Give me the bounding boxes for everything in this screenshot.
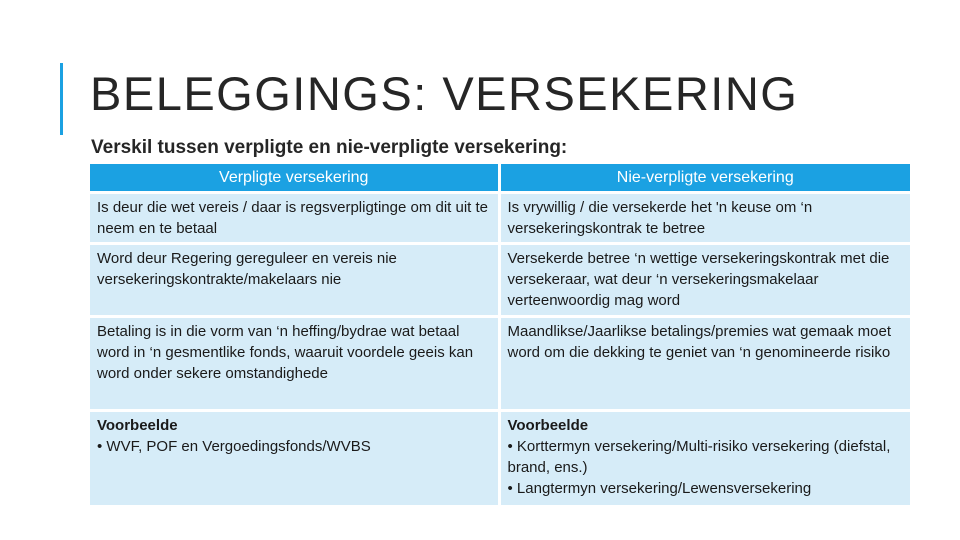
table-cell: Betaling is in die vorm van ‘n heffing/bydrae wat betaal word in ‘n gesmentlike fonds, waaruit voordele geeis kan word onder sekere omstandighede bbox=[90, 317, 499, 411]
example-bullet: • WVF, POF en Vergoedingsfonds/WVBS bbox=[97, 438, 371, 455]
table-header-row bbox=[90, 164, 910, 193]
header-compulsory-insurance: Verpligte versekering bbox=[90, 164, 499, 193]
table-cell: Maandlikse/Jaarlikse betalings/premies wat gemaak moet word om die dekking te geniet van ‘n genomineerde risiko bbox=[499, 317, 910, 411]
title-accent-bar bbox=[60, 63, 63, 135]
table-row bbox=[90, 193, 910, 244]
table-cell: Word deur Regering gereguleer en vereis nie versekeringskontrakte/makelaars nie bbox=[90, 244, 499, 317]
slide-subtitle: Verskil tussen verpligte en nie-verpligte versekering: bbox=[91, 137, 568, 158]
examples-row bbox=[90, 411, 910, 505]
examples-cell-voluntary bbox=[499, 411, 910, 505]
table-cell: Is deur die wet vereis / daar is regsverpligtinge om dit uit te neem en te betaal bbox=[90, 193, 499, 244]
table-row bbox=[90, 244, 910, 317]
example-bullet: • Langtermyn versekering/Lewensversekering bbox=[507, 480, 812, 497]
table-cell: Is vrywillig / die versekerde het 'n keuse om ‘n versekeringskontrak te betree bbox=[499, 193, 910, 244]
examples-cell-compulsory bbox=[90, 411, 499, 505]
examples-heading: Voorbeelde bbox=[97, 417, 178, 434]
comparison-table bbox=[90, 164, 910, 505]
table-row bbox=[90, 317, 910, 411]
table-cell: Versekerde betree ‘n wettige versekeringskontrak met die versekeraar, wat deur ‘n versekeringsmakelaar verteenwoordig mag word bbox=[499, 244, 910, 317]
example-bullet: • Korttermyn versekering/Multi-risiko versekering (diefstal, brand, ens.) bbox=[507, 438, 891, 476]
examples-heading: Voorbeelde bbox=[507, 417, 589, 434]
slide-title: BELEGGINGS: VERSEKERING bbox=[90, 67, 799, 120]
header-voluntary-insurance: Nie-verpligte versekering bbox=[499, 164, 910, 193]
